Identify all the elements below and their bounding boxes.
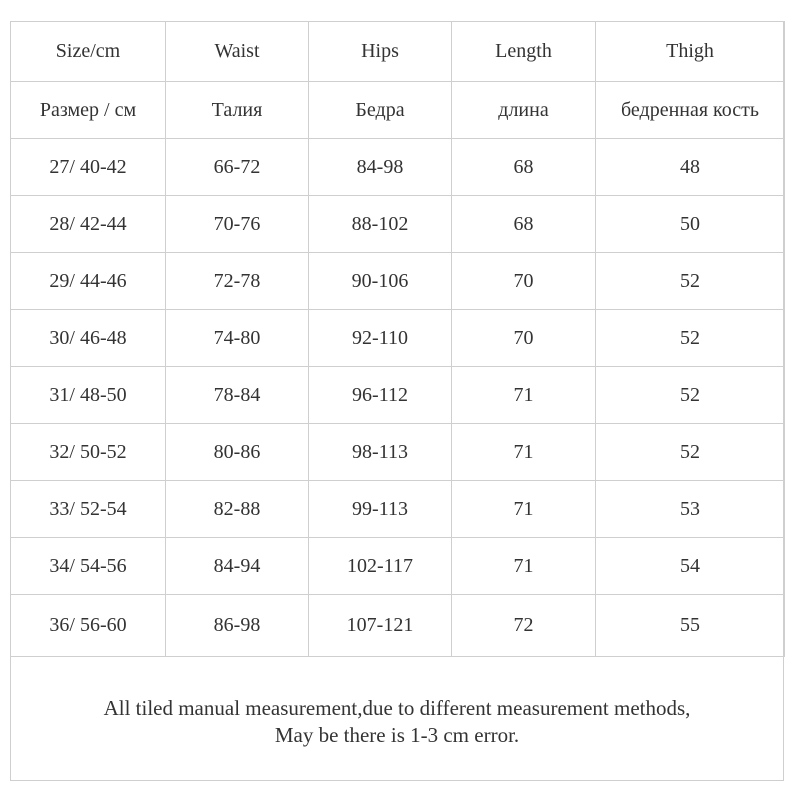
cell-size: 30/ 46-48 [11, 310, 166, 367]
table-row [11, 253, 785, 310]
cell-length: 72 [452, 595, 596, 657]
header-thigh: Thigh [596, 22, 785, 82]
measurement-note [10, 663, 784, 781]
cell-hips: 96-112 [309, 367, 452, 424]
cell-waist: 78-84 [166, 367, 309, 424]
table-row [11, 139, 785, 196]
cell-thigh: 48 [596, 139, 785, 196]
cell-size: 29/ 44-46 [11, 253, 166, 310]
header-row-russian [11, 82, 785, 139]
header-length-ru: длина [452, 82, 596, 139]
cell-length: 68 [452, 139, 596, 196]
header-size-ru: Размер / см [11, 82, 166, 139]
cell-thigh: 50 [596, 196, 785, 253]
header-waist: Waist [166, 22, 309, 82]
cell-length: 70 [452, 310, 596, 367]
cell-length: 71 [452, 538, 596, 595]
cell-thigh: 52 [596, 310, 785, 367]
cell-thigh: 53 [596, 481, 785, 538]
table-row [11, 424, 785, 481]
size-chart-table [10, 21, 785, 657]
cell-waist: 74-80 [166, 310, 309, 367]
cell-thigh: 52 [596, 424, 785, 481]
cell-length: 71 [452, 367, 596, 424]
table-row [11, 196, 785, 253]
cell-size: 28/ 42-44 [11, 196, 166, 253]
table-row [11, 367, 785, 424]
header-row-english [11, 22, 785, 82]
cell-waist: 84-94 [166, 538, 309, 595]
cell-thigh: 52 [596, 367, 785, 424]
cell-waist: 70-76 [166, 196, 309, 253]
header-waist-ru: Талия [166, 82, 309, 139]
cell-size: 34/ 54-56 [11, 538, 166, 595]
cell-hips: 102-117 [309, 538, 452, 595]
cell-hips: 90-106 [309, 253, 452, 310]
cell-length: 71 [452, 424, 596, 481]
table-row [11, 595, 785, 657]
cell-thigh: 52 [596, 253, 785, 310]
cell-waist: 80-86 [166, 424, 309, 481]
cell-hips: 88-102 [309, 196, 452, 253]
cell-hips: 107-121 [309, 595, 452, 657]
table-row [11, 538, 785, 595]
cell-length: 70 [452, 253, 596, 310]
header-hips-ru: Бедра [309, 82, 452, 139]
measurement-note-line-2: May be there is 1-3 cm error. [274, 723, 520, 747]
cell-size: 33/ 52-54 [11, 481, 166, 538]
cell-size: 31/ 48-50 [11, 367, 166, 424]
cell-waist: 86-98 [166, 595, 309, 657]
cell-waist: 82-88 [166, 481, 309, 538]
cell-size: 32/ 50-52 [11, 424, 166, 481]
cell-length: 68 [452, 196, 596, 253]
table-row [11, 481, 785, 538]
cell-thigh: 55 [596, 595, 785, 657]
header-length: Length [452, 22, 596, 82]
cell-thigh: 54 [596, 538, 785, 595]
header-hips: Hips [309, 22, 452, 82]
cell-length: 71 [452, 481, 596, 538]
cell-hips: 92-110 [309, 310, 452, 367]
cell-size: 27/ 40-42 [11, 139, 166, 196]
cell-hips: 99-113 [309, 481, 452, 538]
header-thigh-ru: бедренная кость [596, 82, 785, 139]
cell-hips: 98-113 [309, 424, 452, 481]
header-size: Size/cm [11, 22, 166, 82]
cell-waist: 66-72 [166, 139, 309, 196]
cell-hips: 84-98 [309, 139, 452, 196]
table-row [11, 310, 785, 367]
cell-waist: 72-78 [166, 253, 309, 310]
cell-size: 36/ 56-60 [11, 595, 166, 657]
measurement-note-line-1: All tiled manual measurement,due to different measurement methods, [103, 696, 691, 720]
